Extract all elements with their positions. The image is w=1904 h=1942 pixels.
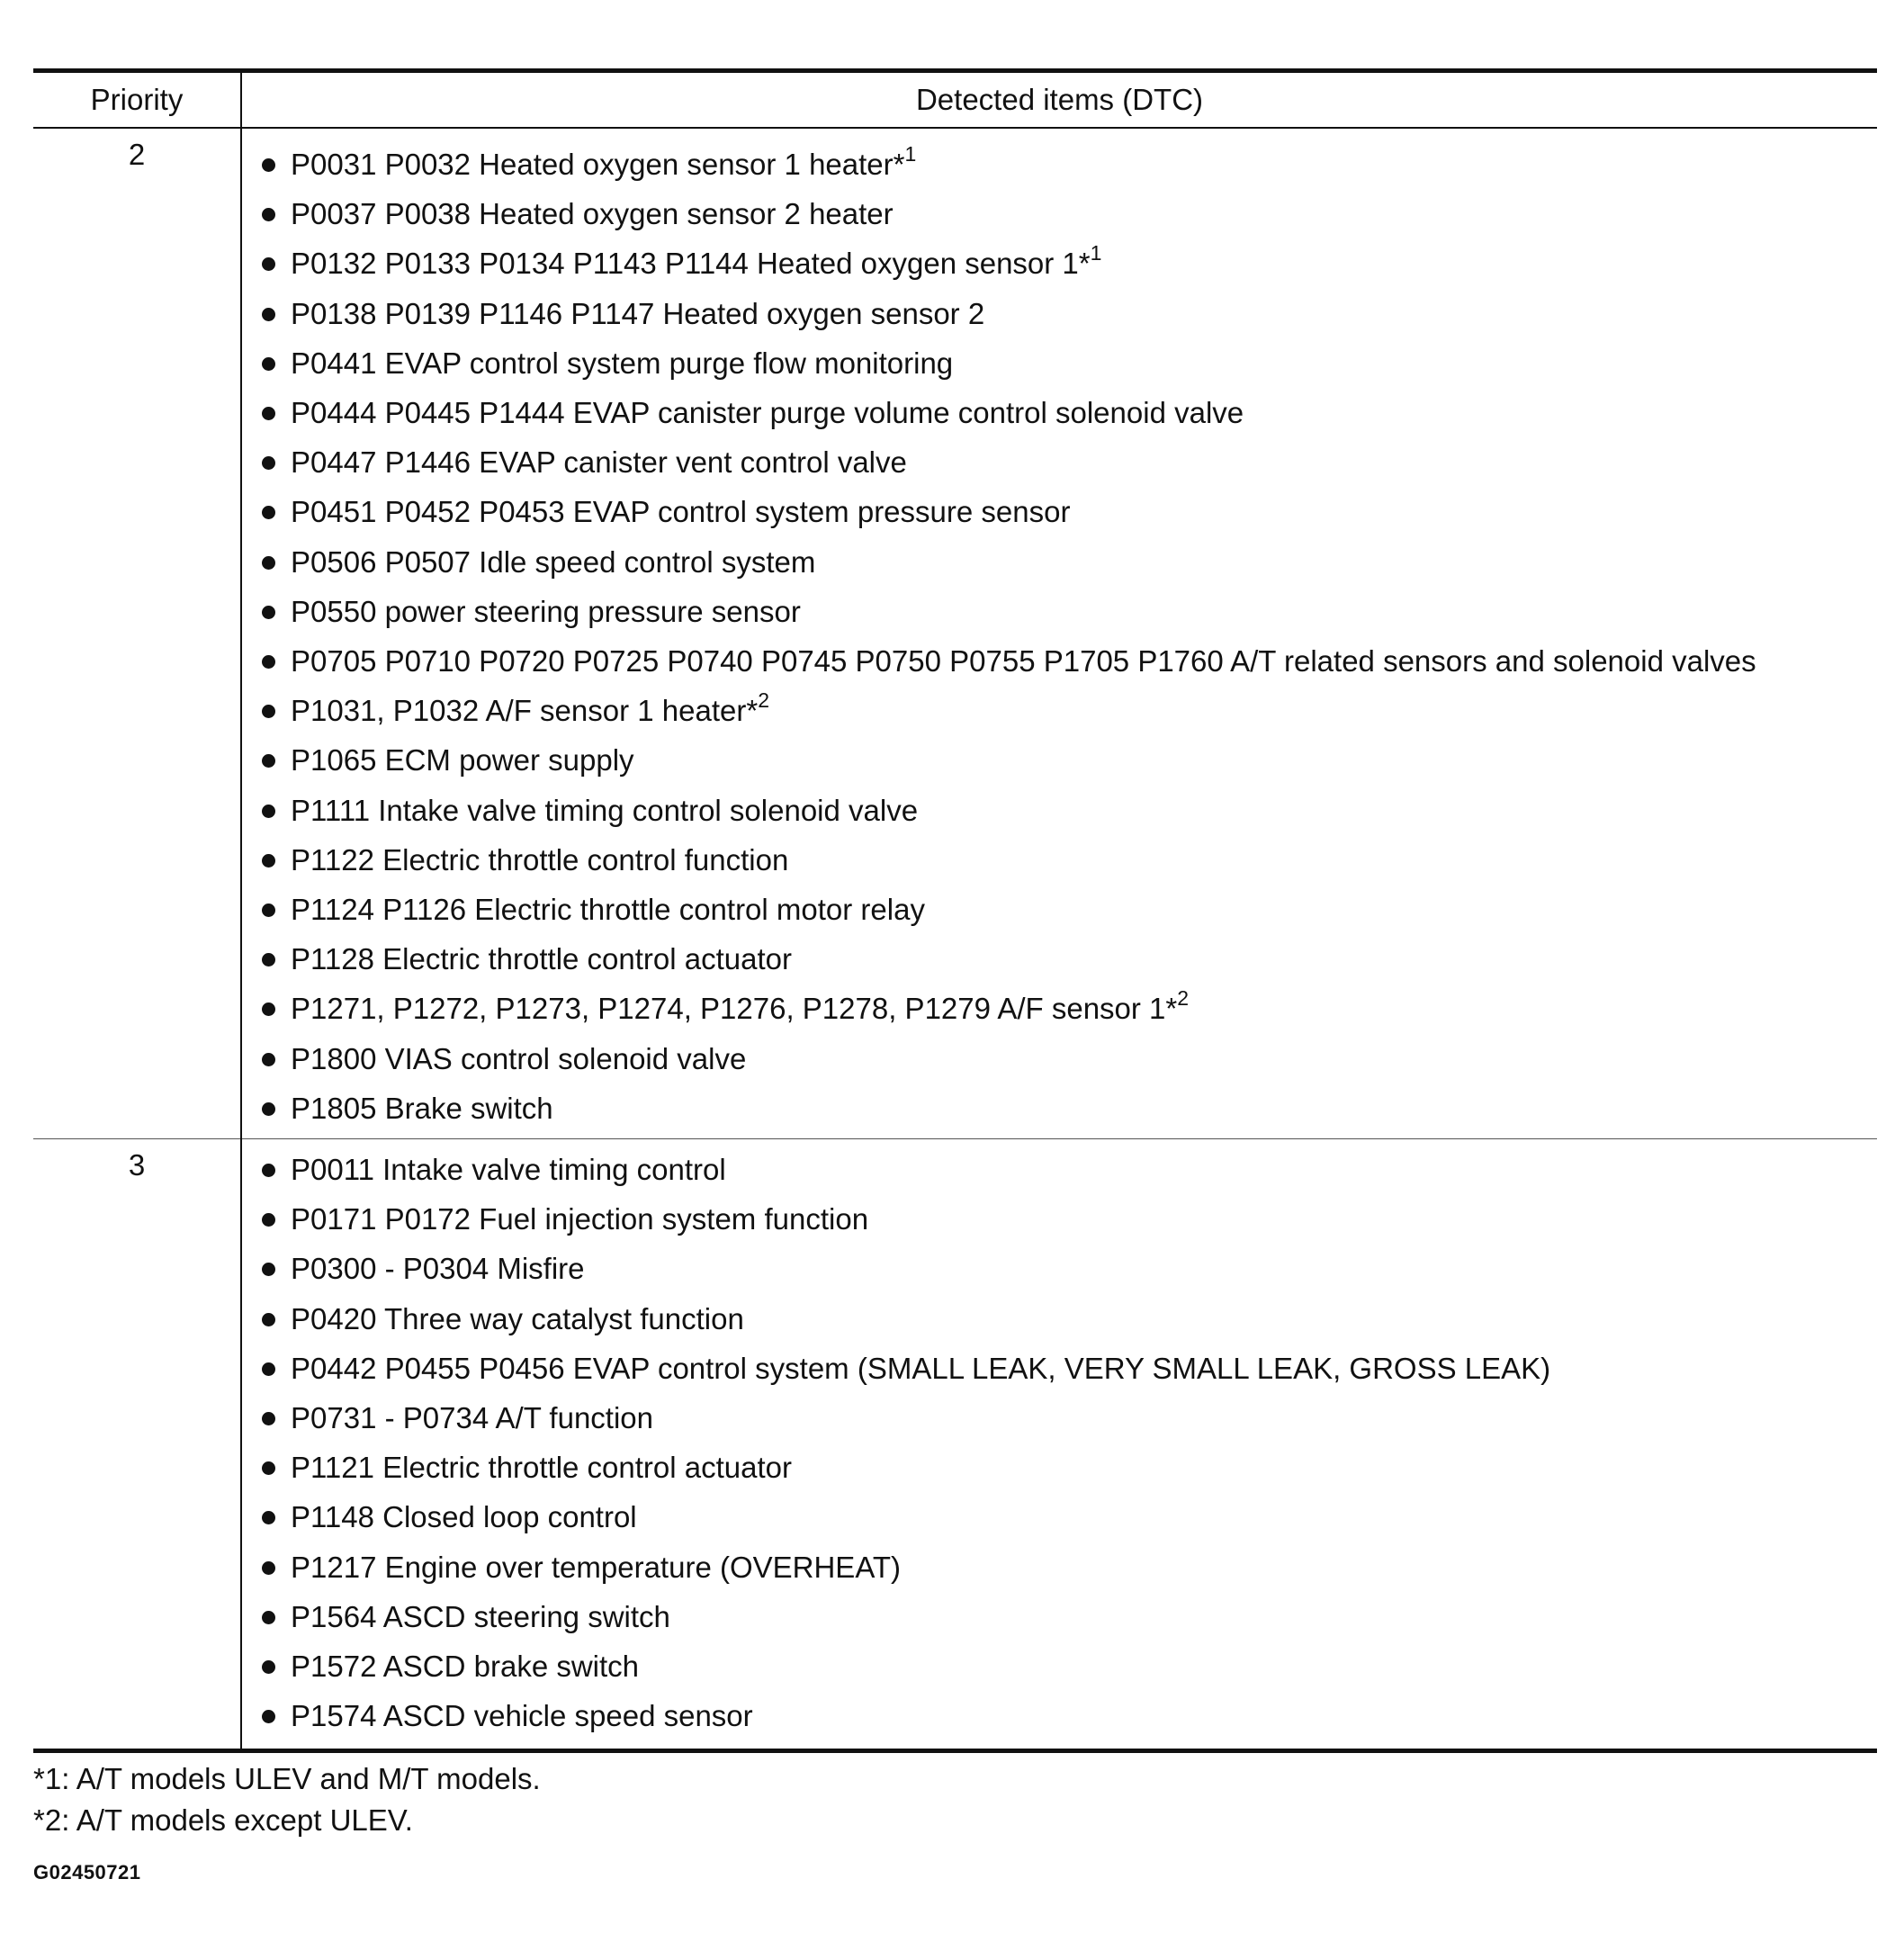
list-item: [262, 1244, 1877, 1293]
figure-id: G02450721: [33, 1860, 141, 1884]
detected-items-cell: [241, 128, 1877, 1139]
list-item: [262, 984, 1877, 1033]
header-priority: Priority: [33, 71, 241, 129]
list-item: [262, 1641, 1877, 1691]
dtc-item-text: P1572 ASCD brake switch: [291, 1650, 640, 1684]
table-header-row: [33, 71, 1877, 129]
dtc-item-text: P0132 P0133 P0134 P1143 P1144 Heated oxygen sensor 1*: [291, 247, 1091, 281]
dtc-item-text: P0300 - P0304 Misfire: [291, 1252, 585, 1286]
bullet-icon: [262, 1053, 275, 1066]
dtc-item-text: P0731 - P0734 A/T function: [291, 1401, 654, 1435]
table-row: [33, 1139, 1877, 1750]
bullet-icon: [262, 1002, 275, 1016]
dtc-item-text: P0441 EVAP control system purge flow monitoring: [291, 346, 954, 380]
bullet-icon: [262, 953, 275, 967]
bullet-icon: [262, 1213, 275, 1227]
dtc-list: [242, 139, 1877, 1133]
list-item: [262, 1194, 1877, 1244]
list-item: [262, 437, 1877, 487]
list-item: [262, 1592, 1877, 1641]
dtc-item-text: P0705 P0710 P0720 P0725 P0740 P0745 P0750 P0755 P1705 P1760 A/T related sensors and solenoid valves: [291, 644, 1756, 679]
list-item: [262, 388, 1877, 437]
list-item: [262, 1344, 1877, 1393]
document: [33, 68, 1877, 1884]
bullet-icon: [262, 456, 275, 470]
list-item: [262, 1691, 1877, 1740]
list-item: [262, 885, 1877, 934]
dtc-item-text: P1111 Intake valve timing control solenoid valve: [291, 793, 919, 827]
bullet-icon: [262, 854, 275, 868]
dtc-item-text: P0031 P0032 Heated oxygen sensor 1 heater*: [291, 148, 905, 181]
footnote-2: *2: A/T models except ULEV.: [33, 1803, 413, 1837]
bullet-icon: [262, 357, 275, 371]
dtc-item-text: P0442 P0455 P0456 EVAP control system (SMALL LEAK, VERY SMALL LEAK, GROSS LEAK): [291, 1351, 1551, 1385]
dtc-item-text: P1031, P1032 A/F sensor 1 heater*: [291, 694, 759, 728]
bullet-icon: [262, 1412, 275, 1425]
dtc-item-text: P0444 P0445 P1444 EVAP canister purge volume control solenoid valve: [291, 396, 1244, 430]
bullet-icon: [262, 1362, 275, 1376]
footnote-marker: 1: [1090, 241, 1102, 265]
dtc-item-text: P1128 Electric throttle control actuator: [291, 942, 793, 976]
bullet-icon: [262, 1511, 275, 1524]
dtc-item-text: P1271, P1272, P1273, P1274, P1276, P1278, P1279 A/F sensor 1*: [291, 992, 1178, 1026]
bullet-icon: [262, 705, 275, 718]
bullet-icon: [262, 606, 275, 619]
table-row: [33, 128, 1877, 1139]
list-item: [262, 537, 1877, 587]
bullet-icon: [262, 1611, 275, 1624]
dtc-item-text: P1217 Engine over temperature (OVERHEAT): [291, 1550, 902, 1584]
bullet-icon: [262, 208, 275, 221]
bullet-icon: [262, 1710, 275, 1723]
bullet-icon: [262, 158, 275, 172]
list-item: [262, 835, 1877, 885]
dtc-item-text: P0138 P0139 P1146 P1147 Heated oxygen sensor 2: [291, 296, 985, 330]
footnote-marker: 2: [758, 688, 769, 713]
footnotes: [33, 1758, 1877, 1884]
detected-items-cell: [241, 1139, 1877, 1750]
dtc-item-text: P1122 Electric throttle control function: [291, 842, 789, 877]
bullet-icon: [262, 754, 275, 768]
dtc-item-text: P1121 Electric throttle control actuator: [291, 1451, 793, 1485]
footnote-marker: 1: [904, 142, 917, 166]
list-item: [262, 1542, 1877, 1592]
dtc-item-text: P0420 Three way catalyst function: [291, 1301, 744, 1335]
list-item: [262, 1145, 1877, 1194]
footnote-marker: 2: [1177, 986, 1190, 1011]
bullet-icon: [262, 1164, 275, 1177]
bullet-icon: [262, 556, 275, 570]
priority-cell: 3: [33, 1139, 241, 1750]
priority-cell: 2: [33, 128, 241, 1139]
dtc-item-text: P1574 ASCD vehicle speed sensor: [291, 1699, 753, 1733]
list-item: [262, 1034, 1877, 1083]
bullet-icon: [262, 506, 275, 519]
dtc-item-text: P0451 P0452 P0453 EVAP control system pressure sensor: [291, 495, 1071, 529]
list-item: [262, 786, 1877, 835]
dtc-item-text: P1148 Closed loop control: [291, 1500, 637, 1534]
list-item: [262, 238, 1877, 288]
dtc-item-text: P1124 P1126 Electric throttle control motor relay: [291, 893, 925, 927]
dtc-priority-table: [33, 68, 1877, 1753]
bullet-icon: [262, 1561, 275, 1575]
dtc-item-text: P0550 power steering pressure sensor: [291, 594, 801, 628]
dtc-item-text: P0506 P0507 Idle speed control system: [291, 544, 816, 579]
list-item: [262, 636, 1877, 686]
list-item: [262, 735, 1877, 785]
bullet-icon: [262, 805, 275, 818]
footnote-1: *1: A/T models ULEV and M/T models.: [33, 1761, 541, 1795]
header-detected-items: Detected items (DTC): [241, 71, 1877, 129]
dtc-item-text: P0171 P0172 Fuel injection system function: [291, 1202, 869, 1236]
list-item: [262, 1443, 1877, 1492]
bullet-icon: [262, 1313, 275, 1326]
list-item: [262, 1492, 1877, 1542]
dtc-item-text: P0011 Intake valve timing control: [291, 1153, 726, 1187]
list-item: [262, 289, 1877, 338]
bullet-icon: [262, 407, 275, 420]
dtc-list: [242, 1145, 1877, 1740]
list-item: [262, 189, 1877, 238]
dtc-item-text: P1800 VIAS control solenoid valve: [291, 1041, 747, 1075]
list-item: [262, 338, 1877, 388]
list-item: [262, 686, 1877, 735]
dtc-item-text: P1805 Brake switch: [291, 1091, 553, 1125]
dtc-item-text: P1065 ECM power supply: [291, 743, 634, 778]
bullet-icon: [262, 1660, 275, 1674]
bullet-icon: [262, 904, 275, 917]
bullet-icon: [262, 1263, 275, 1276]
list-item: [262, 587, 1877, 636]
bullet-icon: [262, 1461, 275, 1475]
list-item: [262, 934, 1877, 984]
list-item: [262, 1294, 1877, 1344]
dtc-item-text: P1564 ASCD steering switch: [291, 1599, 670, 1633]
bullet-icon: [262, 308, 275, 321]
dtc-item-text: P0037 P0038 Heated oxygen sensor 2 heater: [291, 197, 894, 231]
list-item: [262, 487, 1877, 536]
bullet-icon: [262, 1102, 275, 1116]
list-item: [262, 1393, 1877, 1443]
dtc-item-text: P0447 P1446 EVAP canister vent control valve: [291, 445, 907, 480]
bullet-icon: [262, 257, 275, 271]
list-item: [262, 139, 1877, 189]
bullet-icon: [262, 655, 275, 669]
list-item: [262, 1083, 1877, 1133]
